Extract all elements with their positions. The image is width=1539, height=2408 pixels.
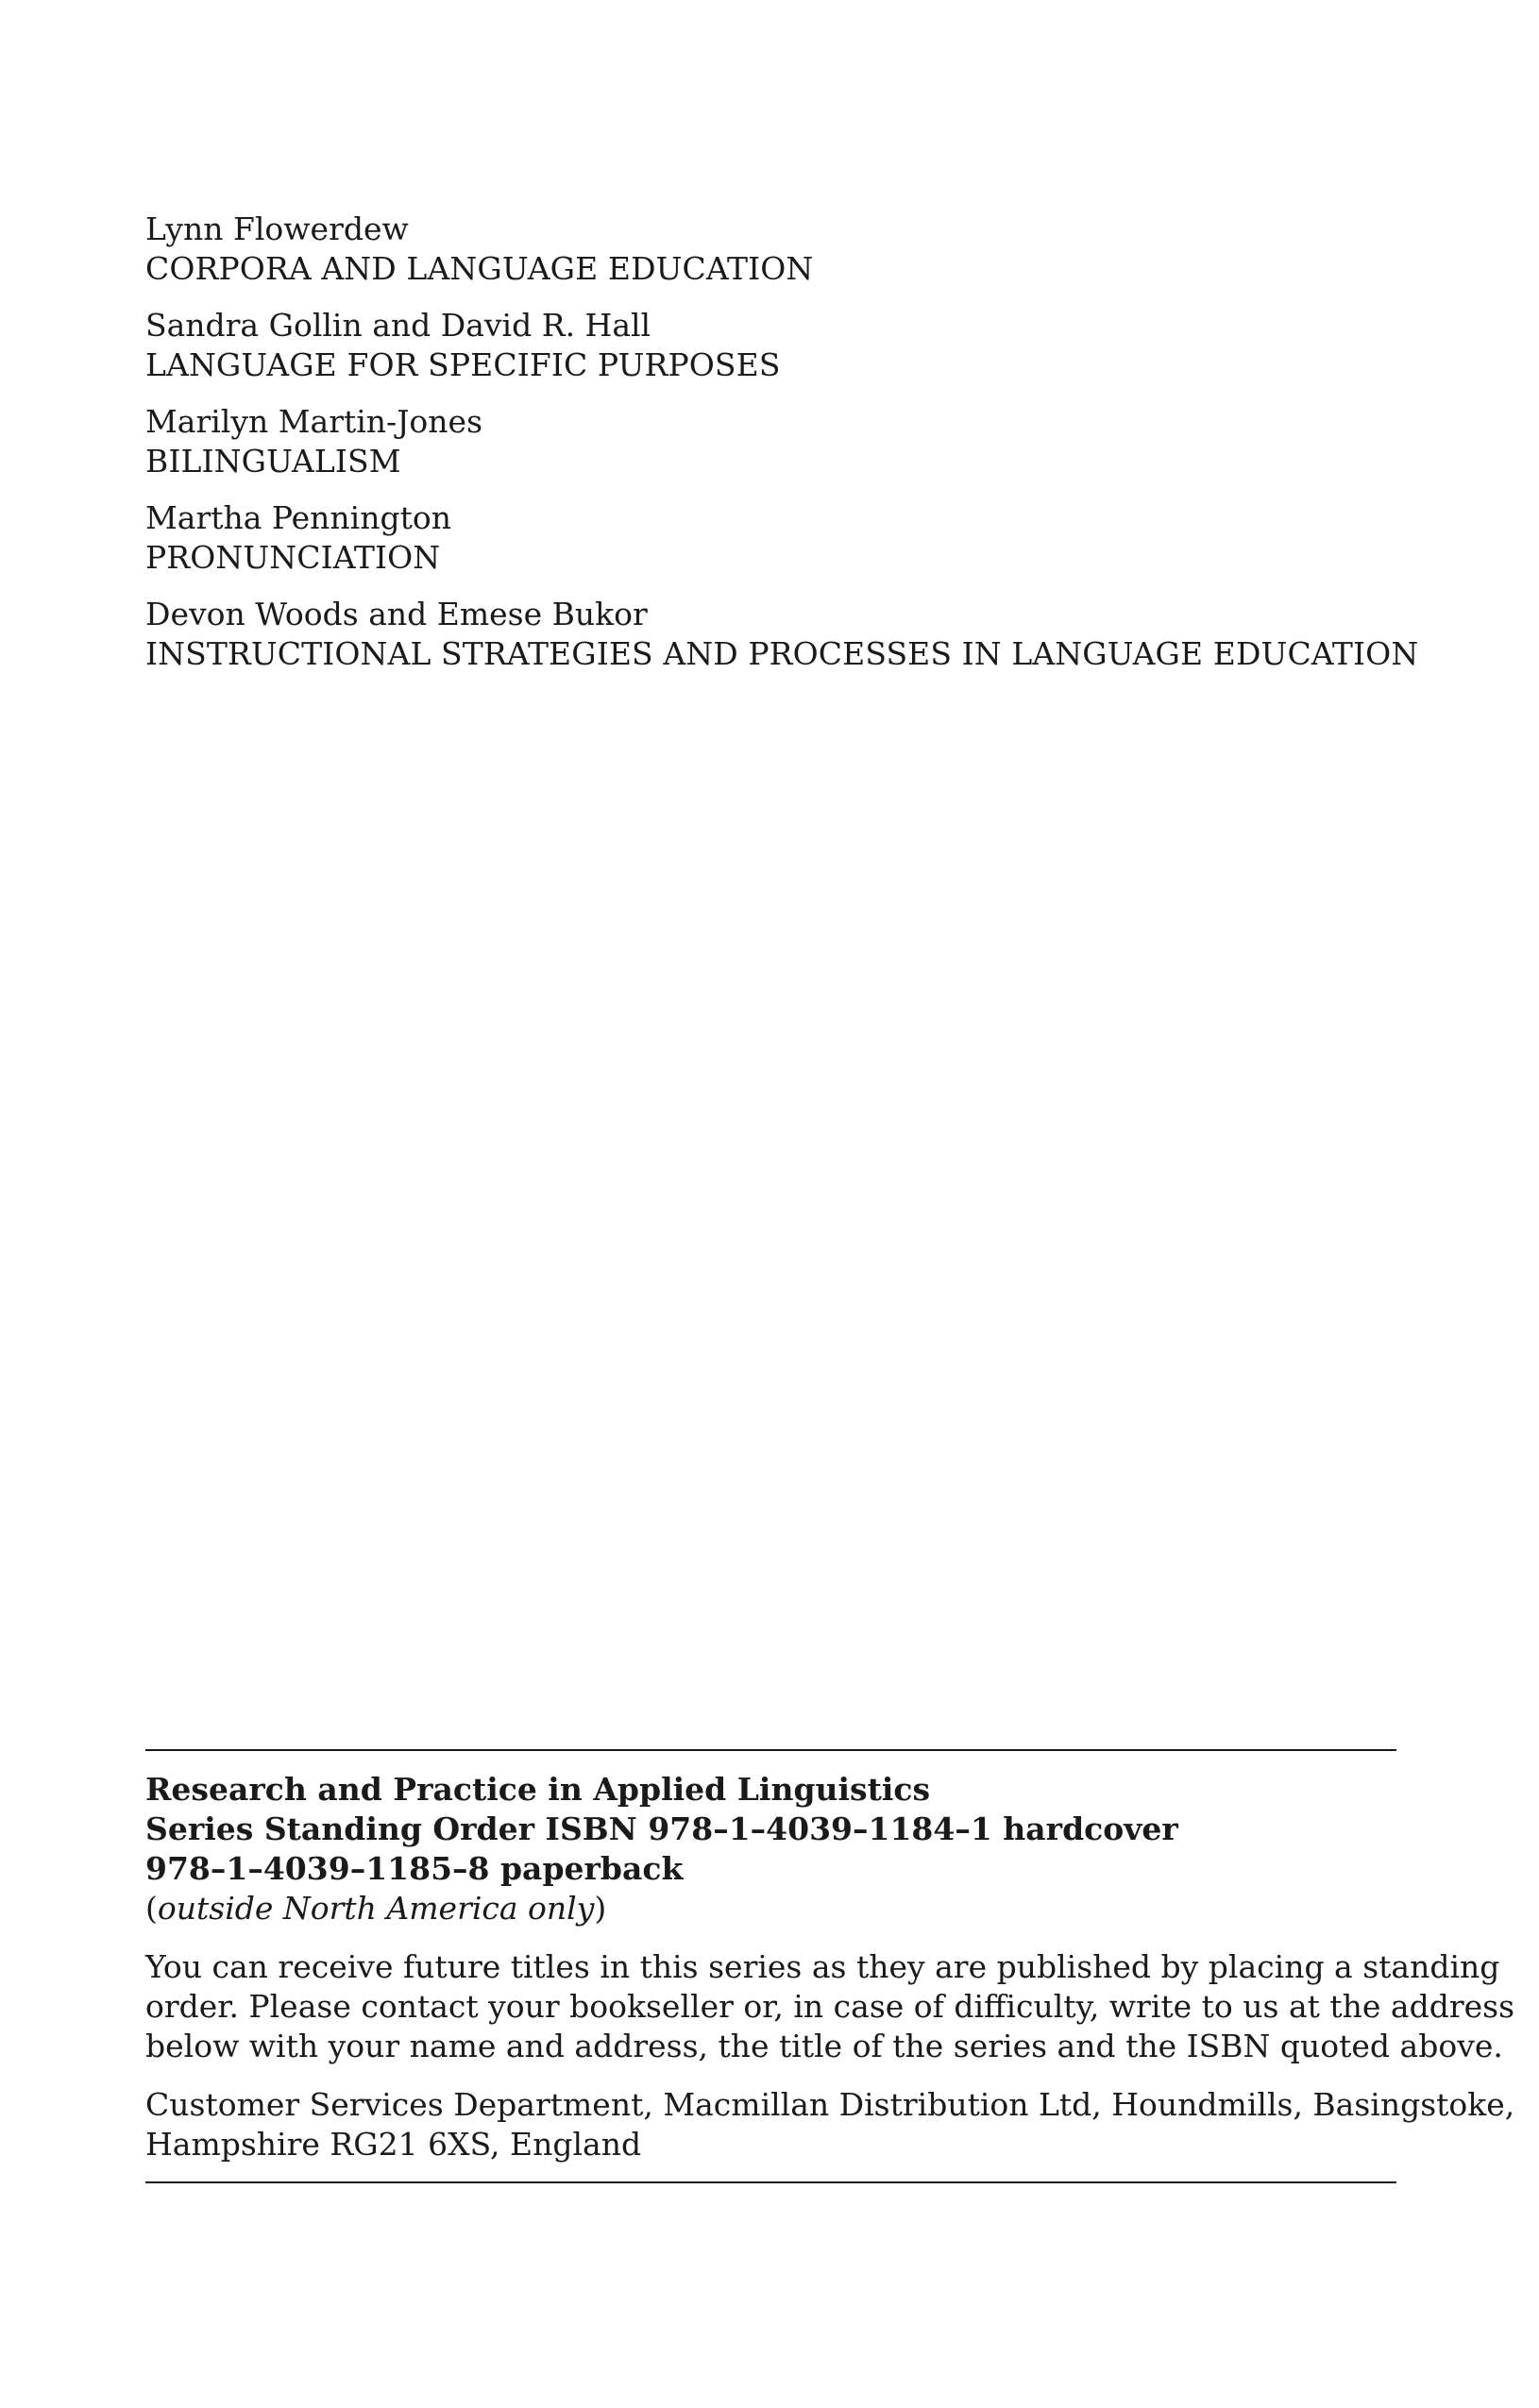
- book-title: LANGUAGE FOR SPECIFIC PURPOSES: [145, 346, 781, 383]
- series-availability-note: [145, 1889, 1396, 1928]
- order-paragraph-line: You can receive future titles in this series as they are published by placing a standing: [145, 1948, 1500, 1985]
- order-paragraph-line: order. Please contact your bookseller or, in case of difficulty, write to us at the address: [145, 1988, 1515, 2025]
- bottom-divider: [145, 2181, 1396, 2183]
- book-author: Devon Woods and Emese Bukor: [145, 596, 648, 632]
- series-heading: [145, 1770, 1396, 1928]
- book-author: Martha Pennington: [145, 499, 451, 536]
- note-paren-open: (: [145, 1890, 158, 1927]
- book-title: PRONUNCIATION: [145, 539, 441, 576]
- address-line: Customer Services Department, Macmillan Distribution Ltd, Houndmills, Basingstoke,: [145, 2086, 1515, 2123]
- note-paren-close: ): [594, 1890, 607, 1927]
- book-author: Marilyn Martin-Jones: [145, 403, 483, 440]
- book-title: CORPORA AND LANGUAGE EDUCATION: [145, 250, 814, 287]
- series-paperback-isbn: 978–1–4039–1185–8 paperback: [145, 1850, 684, 1887]
- book-title: BILINGUALISM: [145, 443, 401, 480]
- address-line: Hampshire RG21 6XS, England: [145, 2126, 642, 2163]
- address-block: [145, 2085, 1515, 2164]
- order-paragraph: [145, 1947, 1515, 2066]
- note-text: outside North America only: [157, 1890, 595, 1927]
- book-title: INSTRUCTIONAL STRATEGIES AND PROCESSES IN LANGUAGE EDUCATION: [145, 635, 1419, 672]
- book-entry: [145, 595, 1419, 674]
- book-entry: [145, 402, 1411, 481]
- book-author: Lynn Flowerdew: [145, 210, 409, 247]
- order-paragraph-line: below with your name and address, the title of the series and the ISBN quoted above.: [145, 2028, 1503, 2064]
- book-list: [145, 210, 1419, 691]
- series-standing-order-isbn: Series Standing Order ISBN 978–1–4039–1184–1 hardcover: [145, 1810, 1178, 1847]
- book-entry: [145, 498, 1411, 578]
- top-divider: [145, 1749, 1396, 1751]
- book-entry: [145, 306, 1411, 385]
- book-author: Sandra Gollin and David R. Hall: [145, 307, 651, 344]
- series-standing-order-box: [145, 1749, 1515, 2183]
- book-entry: [145, 210, 1411, 289]
- series-name: Research and Practice in Applied Linguistics: [145, 1771, 931, 1808]
